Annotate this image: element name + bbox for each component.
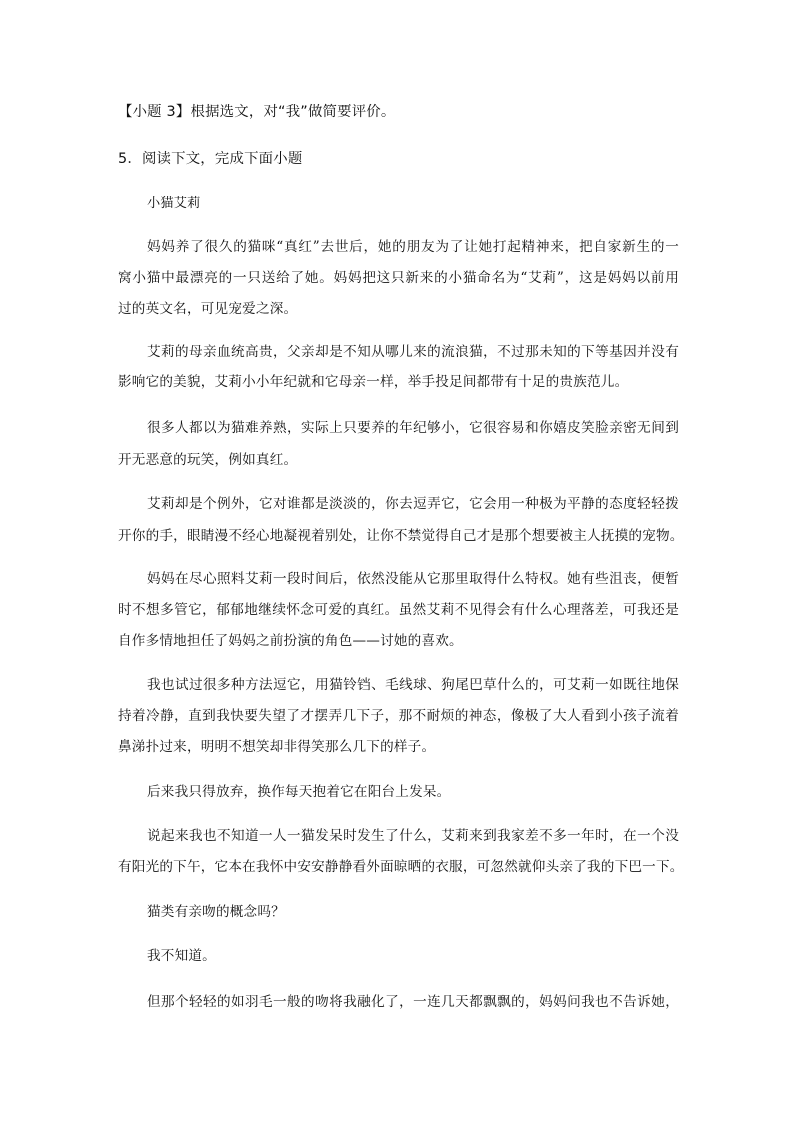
section-heading: 5．阅读下文，完成下面小题	[118, 151, 303, 167]
paragraph-8-line-2: 有阳光的下午，它本在我怀中安安静静看外面晾晒的衣服，可忽然就仰头亲了我的下巴一下。	[118, 859, 684, 875]
paragraph-1-line-1: 妈妈养了很久的猫咪“真红”去世后，她的朋友为了让她打起精神来，把自家新生的一	[147, 239, 679, 255]
paragraph-6-line-1: 我也试过很多种方法逗它，用猫铃铛、毛线球、狗尾巴草什么的，可艾莉一如既往地保	[147, 677, 679, 693]
paragraph-7-line-1: 后来我只得放弃，换作每天抱着它在阳台上发呆。	[147, 784, 451, 800]
question-3-prompt: 【小题 3】根据选文，对“我”做简要评价。	[118, 104, 396, 120]
paragraph-5-line-3: 自作多情地担任了妈妈之前扮演的角色——讨她的喜欢。	[118, 633, 463, 649]
paragraph-1-line-2: 窝小猫中最漂亮的一只送给了她。妈妈把这只新来的小猫命名为“艾莉”，这是妈妈以前用	[118, 270, 679, 286]
paragraph-8-line-1: 说起来我也不知道一人一猫发呆时发生了什么，艾莉来到我家差不多一年时，在一个没	[147, 828, 679, 844]
paragraph-6-line-3: 鼻涕扑过来，明明不想笑却非得笑那么几下的样子。	[118, 739, 436, 755]
paragraph-11-line-1: 但那个轻轻的如羽毛一般的吻将我融化了，一连几天都飘飘的，妈妈问我也不告诉她，	[147, 994, 679, 1010]
paragraph-3-line-1: 很多人都以为猫难养熟，实际上只要养的年纪够小，它很容易和你嬉皮笑脸亲密无间到	[147, 420, 679, 436]
paragraph-4-line-1: 艾莉却是个例外，它对谁都是淡淡的，你去逗弄它，它会用一种极为平静的态度轻轻拨	[147, 496, 679, 512]
paragraph-1-line-3: 过的英文名，可见宠爱之深。	[118, 301, 298, 317]
paragraph-2-line-1: 艾莉的母亲血统高贵，父亲却是不知从哪儿来的流浪猫，不过那未知的下等基因并没有	[147, 344, 679, 360]
paragraph-5-line-1: 妈妈在尽心照料艾莉一段时间后，依然没能从它那里取得什么特权。她有些沮丧，便暂	[147, 571, 679, 587]
paragraph-2-line-2: 影响它的美貌，艾莉小小年纪就和它母亲一样，举手投足间都带有十足的贵族范儿。	[118, 374, 629, 390]
paragraph-4-line-2: 开你的手，眼睛漫不经心地凝视着别处，让你不禁觉得自己才是那个想要被主人抚摸的宠物。	[118, 528, 684, 544]
paragraph-9-line-1: 猫类有亲吻的概念吗？	[147, 904, 285, 920]
paragraph-5-line-2: 时不想多管它，郁郁地继续怀念可爱的真红。虽然艾莉不见得会有什么心理落差，可我还是	[118, 602, 679, 618]
paragraph-6-line-2: 持着冷静，直到我快要失望了才摆弄几下子，那不耐烦的神态，像极了大人看到小孩子流着	[118, 708, 679, 724]
paragraph-10-line-1: 我不知道。	[147, 948, 216, 964]
story-title: 小猫艾莉	[147, 196, 201, 211]
paragraph-3-line-2: 开无恶意的玩笑，例如真红。	[118, 452, 298, 468]
